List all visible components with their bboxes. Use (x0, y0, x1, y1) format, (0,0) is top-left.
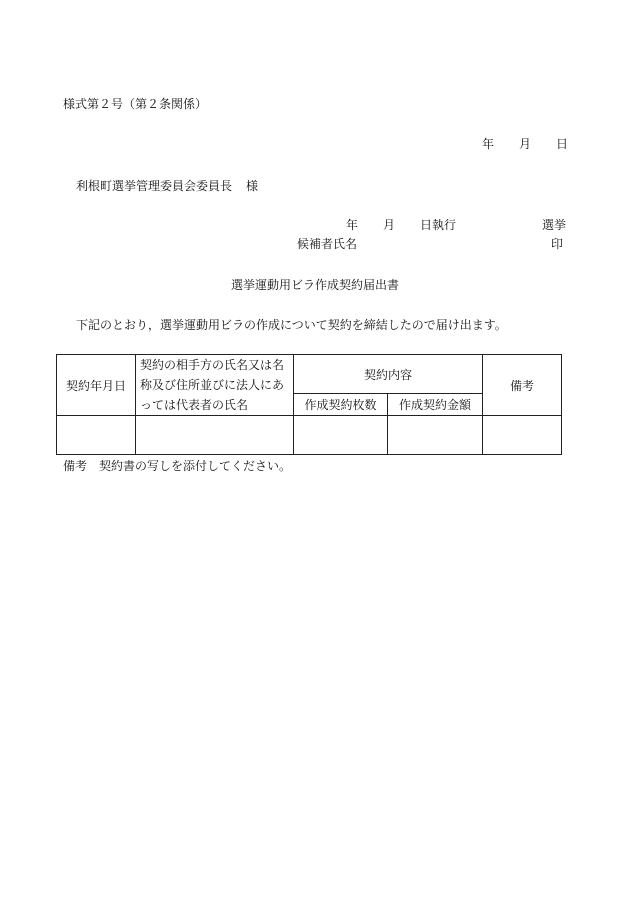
header-contract-content: 契約内容 (294, 355, 483, 394)
date-month-label: 月 (519, 137, 532, 151)
header-contract-amount: 作成契約金額 (388, 394, 483, 416)
form-number: 様式第２号（第２条関係） (63, 97, 208, 111)
remarks-label: 備考 (63, 459, 88, 473)
cell-contract-count[interactable] (294, 416, 388, 455)
addressee (76, 179, 258, 193)
seal-label: 印 (551, 237, 564, 251)
election-label: 選挙 (542, 218, 567, 232)
election-day-executed-label: 日執行 (420, 218, 457, 232)
table-row (57, 416, 562, 455)
date-year-label: 年 (482, 137, 495, 151)
header-contract-date: 契約年月日 (57, 355, 136, 416)
election-year-label: 年 (346, 218, 359, 232)
cell-remarks[interactable] (483, 416, 562, 455)
candidate-name-label: 候補者氏名 (297, 237, 358, 251)
document-title: 選挙運動用ビラ作成契約届出書 (230, 278, 399, 292)
contract-table (56, 354, 562, 455)
header-contract-count: 作成契約枚数 (294, 394, 388, 416)
remarks-note (63, 459, 291, 473)
table-header-row (57, 355, 562, 394)
addressee-honorific: 様 (246, 179, 259, 193)
candidate-line (297, 237, 563, 251)
election-date-line (346, 218, 566, 232)
submission-date (482, 137, 568, 151)
date-day-label: 日 (556, 137, 569, 151)
addressee-name: 利根町選挙管理委員会委員長 (76, 179, 233, 193)
intro-text: 下記のとおり，選挙運動用ビラの作成について契約を締結したので届け出ます。 (76, 318, 507, 332)
header-contract-party: 契約の相手方の氏名又は名称及び住所並びに法人にあっては代表者の氏名 (136, 355, 294, 416)
election-month-label: 月 (383, 218, 396, 232)
cell-contract-party[interactable] (136, 416, 294, 455)
cell-contract-date[interactable] (57, 416, 136, 455)
remarks-text: 契約書の写しを添付してください。 (99, 459, 292, 473)
cell-contract-amount[interactable] (388, 416, 483, 455)
header-remarks: 備考 (483, 355, 562, 416)
